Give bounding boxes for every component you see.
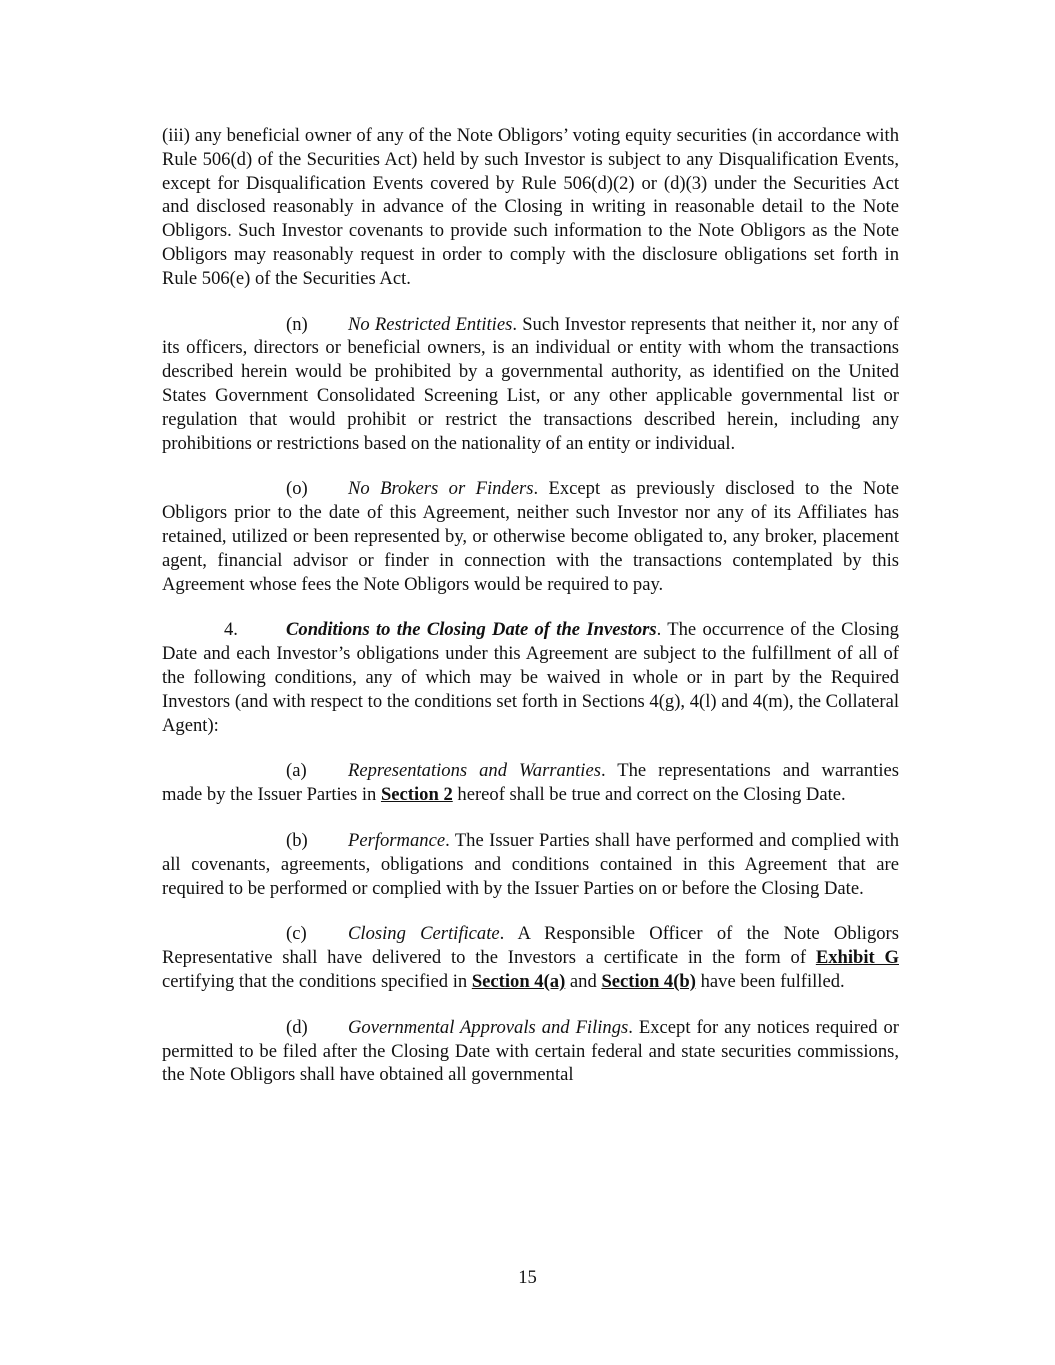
paragraph-a-body-before: . The representations and warranties made by the Issuer Parties in (162, 760, 899, 806)
paragraph-a-label: (a) (286, 760, 307, 782)
paragraph-a-heading: Representations and Warranties (348, 760, 601, 782)
paragraph-d-body: . Except for any notices required or permitted to be filed after the Closing Date with certain federal and state securities commissions, the Note Obligors shall have obtained all governmental (162, 1016, 899, 1086)
paragraph-a-representations (162, 759, 899, 807)
paragraph-d-governmental-approvals (162, 1016, 899, 1087)
paragraph-b-performance (162, 829, 899, 900)
page-body (162, 124, 899, 1109)
paragraph-c-label: (c) (286, 923, 307, 945)
paragraph-iii-text: (iii) any beneficial owner of any of the Note Obligors’ voting equity securities (in accordance with Rule 506(d) of the Securities Act) held by such Investor is subject to any Disqualification Events, except for Disqualification Events covered by Rule 506(d)(2) or (d)(3) under the Securities Act and disclosed reasonably in advance of the Closing in writing in reasonable detail to the Note Obligors. Such Investor covenants to provide such information to the Note Obligors as the Note Obligors may reasonably request in order to comply with the disclosure obligations set forth in Rule 506(e) of the Securities Act. (162, 125, 899, 289)
section-4-label: 4. (224, 619, 238, 641)
paragraph-d-heading: Governmental Approvals and Filings (348, 1016, 629, 1038)
paragraph-b-body: . The Issuer Parties shall have performed and complied with all covenants, agreements, obligations and conditions contained in this Agreement that are required to be performed or complied with by the Issuer Parties on or before the Closing Date. (162, 829, 899, 899)
page-number: 15 (518, 1267, 537, 1288)
section-4-conditions (162, 618, 899, 737)
paragraph-b-heading: Performance (348, 829, 446, 851)
paragraph-c-body-3: and (565, 970, 602, 992)
paragraph-c-closing-certificate (162, 922, 899, 993)
paragraph-n-heading: No Restricted Entities (348, 313, 513, 335)
exhibit-g-reference: Exhibit G (815, 947, 899, 969)
paragraph-d-label: (d) (286, 1016, 308, 1038)
section-4-heading: Conditions to the Closing Date of the Investors (286, 619, 657, 641)
section-2-reference: Section 2 (380, 784, 453, 806)
paragraph-n-label: (n) (286, 313, 308, 335)
paragraph-c-body-1: . A Responsible Officer of the Note Obligors Representative shall have delivered to the Investors a certificate in the form of (162, 923, 899, 969)
paragraph-a-body-after: hereof shall be true and correct on the Closing Date. (452, 784, 846, 806)
paragraph-o-label: (o) (286, 478, 308, 500)
paragraph-c-body-4: have been fulfilled. (695, 970, 845, 992)
paragraph-o-no-brokers-or-finders (162, 477, 899, 596)
paragraph-b-label: (b) (286, 829, 308, 851)
section-4-body: . The occurrence of the Closing Date and each Investor’s obligations under this Agreement are subject to the fulfillment of all of the following conditions, any of which may be waived in whole or in part by the Required Investors (and with respect to the conditions set forth in Sections 4(g), 4(l) and 4(m), the Collateral Agent): (162, 619, 899, 736)
paragraph-o-heading: No Brokers or Finders (348, 478, 534, 500)
section-4b-reference: Section 4(b) (601, 970, 696, 992)
section-4a-reference: Section 4(a) (471, 970, 566, 992)
paragraph-c-body-2: certifying that the conditions specified in (162, 970, 472, 992)
paragraph-n-body: . Such Investor represents that neither it, nor any of its officers, directors or beneficial owners, is an individual or entity with whom the transactions described herein would be prohibited by a governmental authority, as identified on the United States Government Consolidated Screening List, or any other applicable governmental list or regulation that would prohibit or restrict the transactions described herein, including any prohibitions or restrictions based on the nationality of an entity or individual. (162, 313, 899, 454)
paragraph-iii-beneficial-owner (162, 124, 899, 291)
paragraph-o-body: . Except as previously disclosed to the Note Obligors prior to the date of this Agreement, neither such Investor nor any of its Affiliates has retained, utilized or been represented by, or otherwise become obligated to, any broker, placement agent, financial advisor or finder in connection with the transactions contemplated by this Agreement whose fees the Note Obligors would be required to pay. (162, 478, 899, 595)
paragraph-c-heading: Closing Certificate (348, 923, 500, 945)
paragraph-n-no-restricted-entities (162, 313, 899, 456)
